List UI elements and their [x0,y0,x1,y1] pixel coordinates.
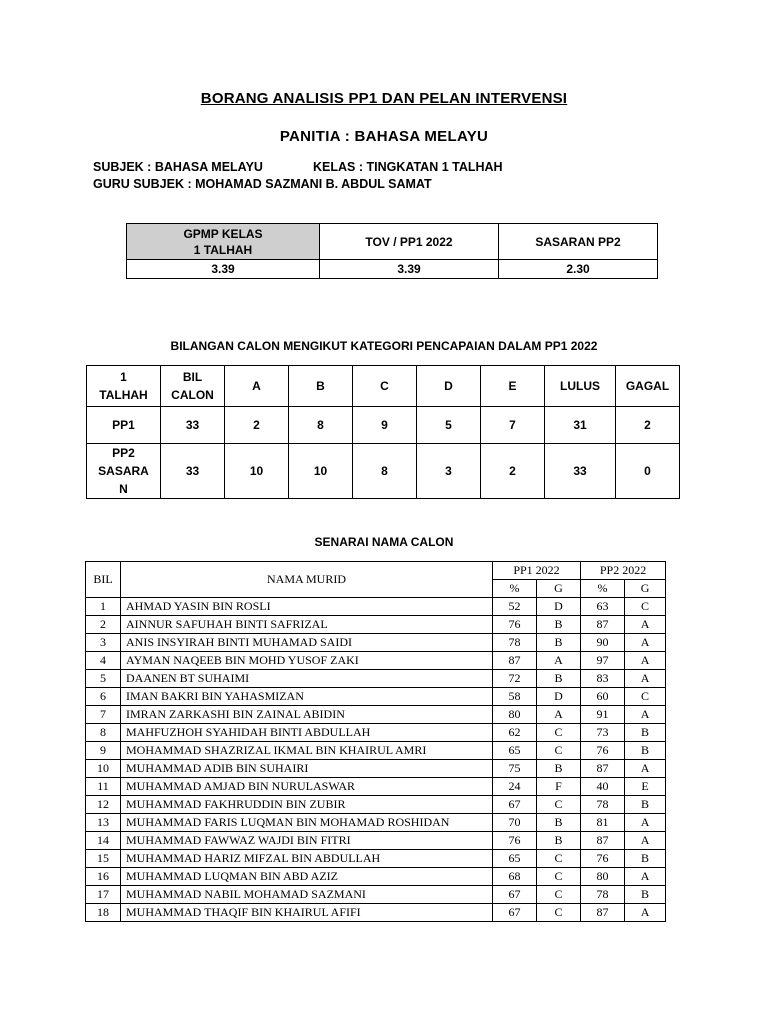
pp2-grade-header: G [625,580,666,598]
pp1-percent: 65 [493,850,537,868]
student-name: AHMAD YASIN BIN ROSLI [121,598,493,616]
pp1-percent: 76 [493,832,537,850]
row-bil: 6 [86,688,121,706]
grade-e-header: E [481,366,545,407]
pp1-grade: C [537,850,581,868]
pp1-grade: C [537,904,581,922]
pp2-percent: 80 [581,868,625,886]
student-name: MUHAMMAD LUQMAN BIN ABD AZIZ [121,868,493,886]
pp1-percent: 65 [493,742,537,760]
pp2-label: PP2 SASARA N [87,444,161,499]
pp2-grade: A [625,868,666,886]
row-bil: 17 [86,886,121,904]
pp2-grade: B [625,886,666,904]
pp1-grade: D [537,598,581,616]
pp2-percent: 78 [581,796,625,814]
pp1-grade: A [537,706,581,724]
pp1-percent: 67 [493,904,537,922]
col-pp2-header: PP2 2022 [581,562,666,580]
pp1-grade: F [537,778,581,796]
table-row [86,742,666,760]
student-name: AYMAN NAQEEB BIN MOHD YUSOF ZAKI [121,652,493,670]
pp1-gagal: 2 [616,407,680,444]
table-row [86,724,666,742]
grade-c-header: C [353,366,417,407]
pp1-grade: B [537,616,581,634]
gpmp-header: GPMP KELAS 1 TALHAH [127,224,320,260]
table-row [86,796,666,814]
pp2-grade: B [625,796,666,814]
pp1-percent: 72 [493,670,537,688]
row-bil: 14 [86,832,121,850]
pp2-percent: 73 [581,724,625,742]
row-bil: 13 [86,814,121,832]
student-name: AINNUR SAFUHAH BINTI SAFRIZAL [121,616,493,634]
gpmp-value: 3.39 [127,260,320,279]
pp1-grade: C [537,742,581,760]
row-bil: 8 [86,724,121,742]
student-name: MUHAMMAD AMJAD BIN NURULASWAR [121,778,493,796]
row-bil: 4 [86,652,121,670]
row-bil: 7 [86,706,121,724]
grade-a-header: A [225,366,289,407]
pp2-row [87,444,680,499]
pp1-label: PP1 [87,407,161,444]
pp1-grade: C [537,868,581,886]
kelas-label: KELAS : TINGKATAN 1 TALHAH [313,160,503,174]
table-row [86,688,666,706]
pp2-grade: C [625,598,666,616]
pp2-percent: 60 [581,688,625,706]
pp2-grade: E [625,778,666,796]
tov-value: 3.39 [320,260,499,279]
pp1-grade: C [537,796,581,814]
pp1-grade: B [537,634,581,652]
pp1-grade: B [537,814,581,832]
row-bil: 16 [86,868,121,886]
grade-d-header: D [417,366,481,407]
pp1-d: 5 [417,407,481,444]
gagal-header: GAGAL [616,366,680,407]
pp1-grade: C [537,886,581,904]
pp2-d: 3 [417,444,481,499]
pp1-row [87,407,680,444]
table-row [86,868,666,886]
student-name: DAANEN BT SUHAIMI [121,670,493,688]
pp2-grade: B [625,742,666,760]
pp2-percent: 97 [581,652,625,670]
pp2-percent: 76 [581,850,625,868]
pp2-percent: 87 [581,760,625,778]
pp1-c: 9 [353,407,417,444]
pp2-grade: A [625,634,666,652]
tov-header: TOV / PP1 2022 [320,224,499,260]
guru-subjek-label: GURU SUBJEK : MOHAMAD SAZMANI B. ABDUL SAMAT [93,177,432,191]
pp1-percent: 52 [493,598,537,616]
pp2-lulus: 33 [545,444,616,499]
pp2-percent: 63 [581,598,625,616]
pp2-grade: A [625,706,666,724]
table-row [86,670,666,688]
pp1-percent: 70 [493,814,537,832]
row-bil: 2 [86,616,121,634]
student-name: IMRAN ZARKASHI BIN ZAINAL ABIDIN [121,706,493,724]
pp1-e: 7 [481,407,545,444]
pp1-grade: D [537,688,581,706]
pp2-percent: 40 [581,778,625,796]
pp2-percent: 81 [581,814,625,832]
document-title: BORANG ANALISIS PP1 DAN PELAN INTERVENSI [200,90,568,107]
pp1-percent: 78 [493,634,537,652]
col-pp1-header: PP1 2022 [493,562,581,580]
pp1-percent: 75 [493,760,537,778]
pp2-b: 10 [289,444,353,499]
table-row [86,778,666,796]
pp2-c: 8 [353,444,417,499]
senarai-table [85,561,666,922]
pp1-grade: A [537,652,581,670]
student-name: MUHAMMAD FARIS LUQMAN BIN MOHAMAD ROSHIDAN [121,814,493,832]
pp2-grade: A [625,904,666,922]
bil-calon-header: BIL CALON [161,366,225,407]
pp2-grade: A [625,814,666,832]
row-bil: 12 [86,796,121,814]
row-bil: 10 [86,760,121,778]
table-row [86,598,666,616]
table-row [86,634,666,652]
row-bil: 15 [86,850,121,868]
subject-class-line [93,160,503,174]
sasaran-value: 2.30 [499,260,658,279]
pp2-percent: 90 [581,634,625,652]
pp1-percent: 87 [493,652,537,670]
class-header: 1 TALHAH [87,366,161,407]
pp1-percent: 76 [493,616,537,634]
pp1-lulus: 31 [545,407,616,444]
pp1-a: 2 [225,407,289,444]
panitia-heading: PANITIA : BAHASA MELAYU [279,128,489,145]
pp1-b: 8 [289,407,353,444]
table-row [86,706,666,724]
pp1-grade: B [537,832,581,850]
pp2-e: 2 [481,444,545,499]
kategori-table [86,365,680,499]
row-bil: 5 [86,670,121,688]
pp2-grade: A [625,832,666,850]
pp1-percent: 80 [493,706,537,724]
pp2-a: 10 [225,444,289,499]
table-row [86,652,666,670]
subjek-label: SUBJEK : BAHASA MELAYU [93,160,263,174]
student-name: ANIS INSYIRAH BINTI MUHAMAD SAIDI [121,634,493,652]
pp1-grade: B [537,760,581,778]
pp2-percent: 87 [581,616,625,634]
pp2-pct-header: % [581,580,625,598]
row-bil: 1 [86,598,121,616]
pp1-grade-header: G [537,580,581,598]
senarai-heading: SENARAI NAMA CALON [314,535,454,549]
pp2-grade: A [625,652,666,670]
pp2-bil: 33 [161,444,225,499]
pp2-percent: 87 [581,904,625,922]
pp2-gagal: 0 [616,444,680,499]
gpmp-table [126,223,658,279]
student-name: MUHAMMAD ADIB BIN SUHAIRI [121,760,493,778]
pp2-percent: 87 [581,832,625,850]
table-row [86,616,666,634]
student-name: MUHAMMAD NABIL MOHAMAD SAZMANI [121,886,493,904]
sasaran-header: SASARAN PP2 [499,224,658,260]
pp2-grade: A [625,616,666,634]
table-row [86,886,666,904]
senarai-body [86,598,666,922]
table-row [86,832,666,850]
student-name: MUHAMMAD FAKHRUDDIN BIN ZUBIR [121,796,493,814]
pp2-percent: 83 [581,670,625,688]
kategori-heading: BILANGAN CALON MENGIKUT KATEGORI PENCAPAIAN DALAM PP1 2022 [170,339,598,353]
pp2-grade: B [625,850,666,868]
pp2-grade: A [625,670,666,688]
pp1-bil: 33 [161,407,225,444]
student-name: IMAN BAKRI BIN YAHASMIZAN [121,688,493,706]
pp2-percent: 78 [581,886,625,904]
student-name: MUHAMMAD THAQIF BIN KHAIRUL AFIFI [121,904,493,922]
grade-b-header: B [289,366,353,407]
table-row [86,850,666,868]
student-name: MAHFUZHOH SYAHIDAH BINTI ABDULLAH [121,724,493,742]
student-name: MOHAMMAD SHAZRIZAL IKMAL BIN KHAIRUL AMRI [121,742,493,760]
pp1-pct-header: % [493,580,537,598]
row-bil: 9 [86,742,121,760]
pp1-grade: C [537,724,581,742]
table-row [86,760,666,778]
row-bil: 11 [86,778,121,796]
col-nama-header: NAMA MURID [121,562,493,598]
lulus-header: LULUS [545,366,616,407]
pp2-grade: B [625,724,666,742]
table-row [86,904,666,922]
pp1-percent: 67 [493,886,537,904]
col-bil-header: BIL [86,562,121,598]
pp1-grade: B [537,670,581,688]
pp1-percent: 62 [493,724,537,742]
pp2-grade: C [625,688,666,706]
pp2-percent: 91 [581,706,625,724]
pp2-percent: 76 [581,742,625,760]
pp1-percent: 24 [493,778,537,796]
student-name: MUHAMMAD HARIZ MIFZAL BIN ABDULLAH [121,850,493,868]
pp1-percent: 58 [493,688,537,706]
row-bil: 18 [86,904,121,922]
pp1-percent: 67 [493,796,537,814]
pp2-grade: A [625,760,666,778]
table-row [86,814,666,832]
row-bil: 3 [86,634,121,652]
pp1-percent: 68 [493,868,537,886]
student-name: MUHAMMAD FAWWAZ WAJDI BIN FITRI [121,832,493,850]
